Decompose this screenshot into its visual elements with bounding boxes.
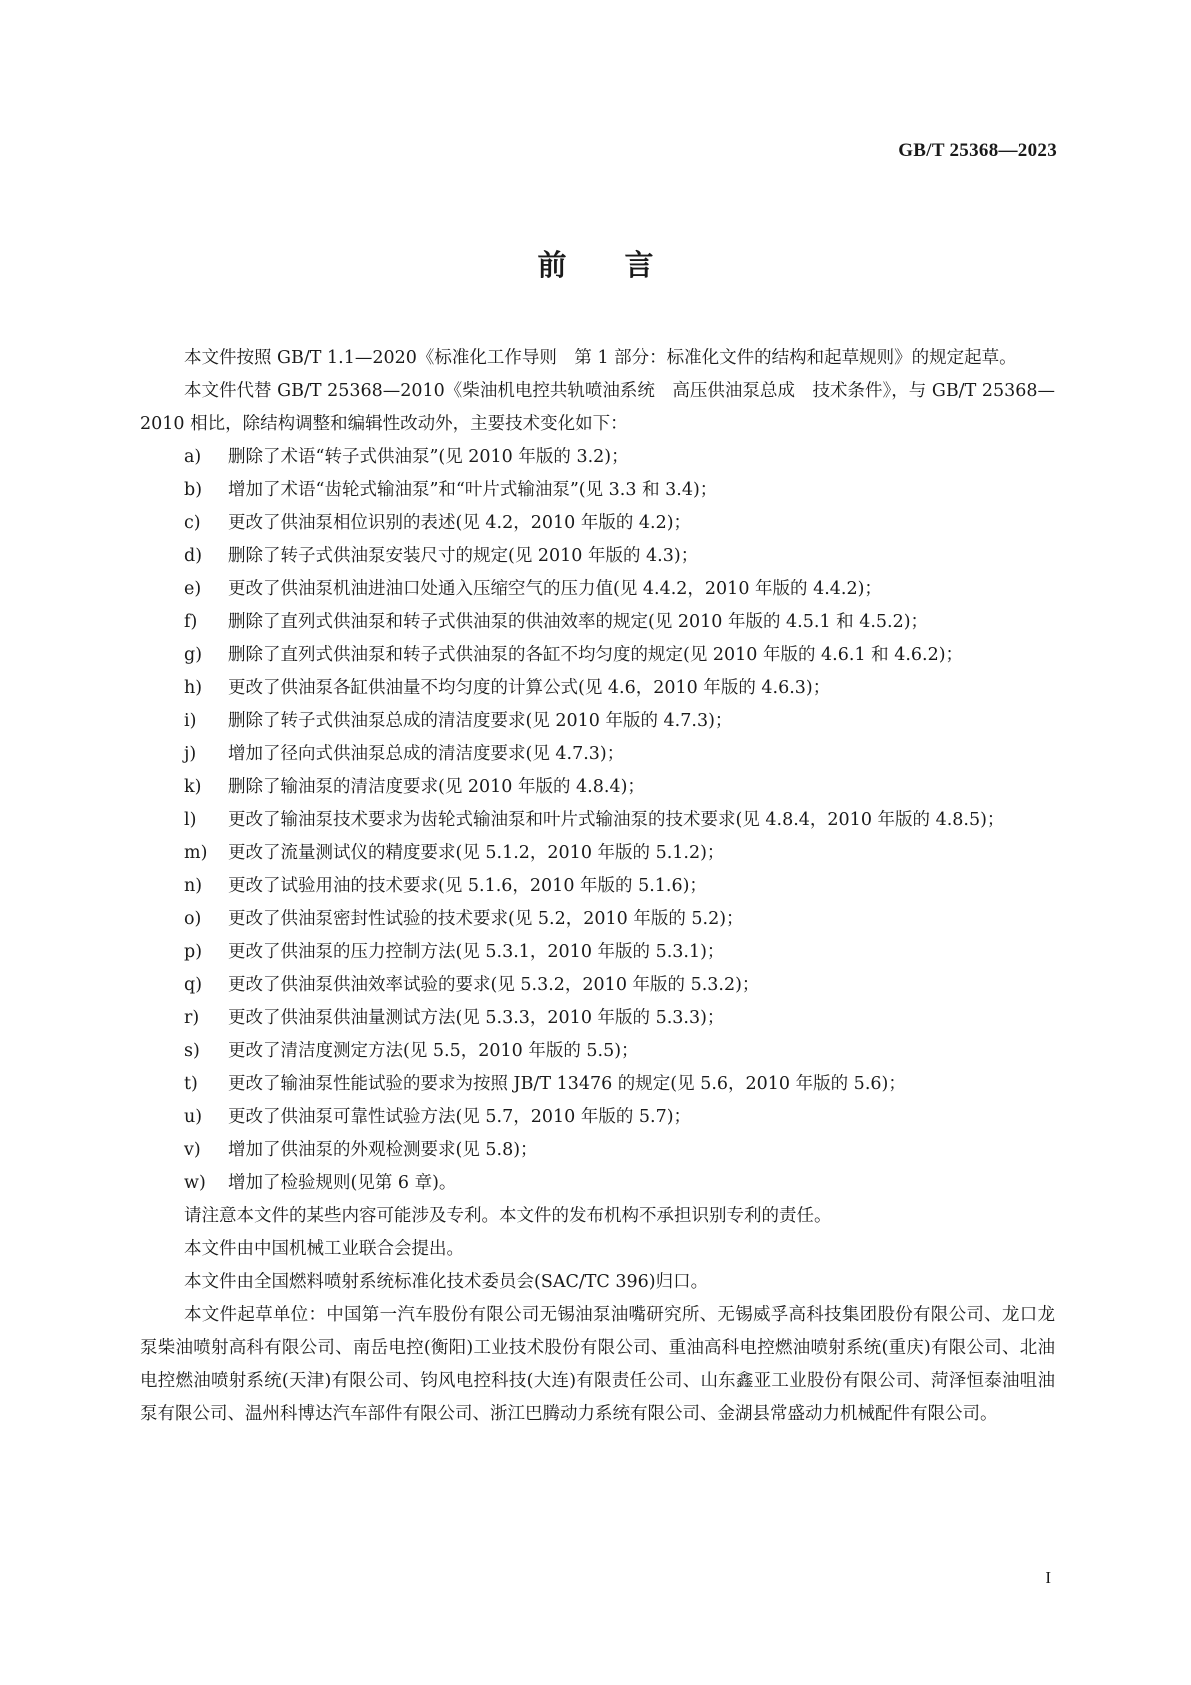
list-item-text: 增加了供油泵的外观检测要求(见 5.8)； (228, 1140, 538, 1160)
paragraph-patent-notice: 请注意本文件的某些内容可能涉及专利。本文件的发布机构不承担识别专利的责任。 (184, 1206, 832, 1226)
list-item (140, 474, 1055, 507)
list-item (140, 1068, 1055, 1101)
list-marker: w) (184, 1173, 206, 1193)
list-item-text: 更改了输油泵性能试验的要求为按照 JB/T 13476 的规定(见 5.6，2010 年版的 5.6)； (228, 1074, 906, 1094)
list-item-text: 删除了术语“转子式供油泵”(见 2010 年版的 3.2)； (228, 447, 629, 467)
list-item (140, 639, 1055, 672)
list-item-text: 删除了转子式供油泵安装尺寸的规定(见 2010 年版的 4.3)； (228, 546, 699, 566)
list-item (140, 804, 1055, 837)
list-item-text: 更改了清洁度测定方法(见 5.5，2010 年版的 5.5)； (228, 1041, 639, 1061)
list-item (140, 936, 1055, 969)
list-item-text: 增加了术语“齿轮式输油泵”和“叶片式输油泵”(见 3.3 和 3.4)； (228, 480, 718, 500)
list-marker: i) (184, 711, 197, 731)
list-item (140, 540, 1055, 573)
list-item (140, 441, 1055, 474)
list-marker: k) (184, 777, 202, 797)
list-item-text: 更改了供油泵的压力控制方法(见 5.3.1，2010 年版的 5.3.1)； (228, 942, 725, 962)
list-marker: t) (184, 1074, 198, 1094)
list-marker: f) (184, 612, 198, 632)
paragraph-proposer: 本文件由中国机械工业联合会提出。 (184, 1239, 464, 1259)
paragraph-drafting-units: 本文件起草单位：中国第一汽车股份有限公司无锡油泵油嘴研究所、无锡威孚高科技集团股份有限公司、龙口龙泵柴油喷射高科有限公司、南岳电控(衡阳)工业技术股份有限公司、重油高科电控燃油喷射系统(重庆)有限公司、北油电控燃油喷射系统(天津)有限公司、钧风电控科技(大连)有限责任公司、山东鑫亚工业股份有限公司、菏泽恒泰油咀油泵有限公司、温州科博达汽车部件有限公司、浙江巴腾动力系统有限公司、金湖县常盛动力机械配件有限公司。 (140, 1305, 1055, 1424)
standard-number: GB/T 25368—2023 (898, 140, 1057, 161)
list-marker: u) (184, 1107, 203, 1127)
document-body (140, 342, 1055, 1431)
list-item (140, 771, 1055, 804)
list-item (140, 1002, 1055, 1035)
list-item-text: 更改了供油泵可靠性试验方法(见 5.7，2010 年版的 5.7)； (228, 1107, 692, 1127)
list-marker: p) (184, 942, 203, 962)
list-item (140, 1035, 1055, 1068)
list-item (140, 705, 1055, 738)
list-item-text: 更改了流量测试仪的精度要求(见 5.1.2，2010 年版的 5.1.2)； (228, 843, 725, 863)
changes-list (140, 441, 1055, 1200)
list-item-text: 删除了转子式供油泵总成的清洁度要求(见 2010 年版的 4.7.3)； (228, 711, 733, 731)
list-item (140, 837, 1055, 870)
page-title: 前言 (537, 248, 712, 282)
list-marker: o) (184, 909, 202, 929)
list-marker: l) (184, 810, 197, 830)
list-marker: n) (184, 876, 203, 896)
list-item (140, 1167, 1055, 1200)
list-item-text: 更改了供油泵机油进油口处通入压缩空气的压力值(见 4.4.2，2010 年版的 4.4.2)； (228, 579, 882, 599)
paragraph-technical-committee: 本文件由全国燃料喷射系统标准化技术委员会(SAC/TC 396)归口。 (184, 1272, 709, 1292)
list-marker: e) (184, 579, 202, 599)
list-item (140, 507, 1055, 540)
list-item-text: 更改了供油泵各缸供油量不均匀度的计算公式(见 4.6，2010 年版的 4.6.3)； (228, 678, 831, 698)
list-marker: h) (184, 678, 203, 698)
list-item-text: 更改了供油泵相位识别的表述(见 4.2，2010 年版的 4.2)； (228, 513, 692, 533)
list-item (140, 672, 1055, 705)
list-item-text: 更改了试验用油的技术要求(见 5.1.6，2010 年版的 5.1.6)； (228, 876, 707, 896)
list-item (140, 738, 1055, 771)
paragraph-replacement-notice: 本文件代替 GB/T 25368—2010《柴油机电控共轨喷油系统 高压供油泵总成 技术条件》，与 GB/T 25368—2010 相比，除结构调整和编辑性改动外，主要技术变化如下： (140, 381, 1055, 434)
list-marker: c) (184, 513, 201, 533)
list-marker: d) (184, 546, 203, 566)
list-item (140, 1101, 1055, 1134)
list-marker: a) (184, 447, 202, 467)
list-item (140, 903, 1055, 936)
list-marker: g) (184, 645, 203, 665)
list-marker: m) (184, 843, 208, 863)
page-number: I (1045, 1568, 1051, 1587)
list-item-text: 删除了直列式供油泵和转子式供油泵的各缸不均匀度的规定(见 2010 年版的 4.6.1 和 4.6.2)； (228, 645, 964, 665)
list-item (140, 870, 1055, 903)
list-item-text: 删除了直列式供油泵和转子式供油泵的供油效率的规定(见 2010 年版的 4.5.1 和 4.5.2)； (228, 612, 929, 632)
list-item-text: 更改了供油泵供油效率试验的要求(见 5.3.2，2010 年版的 5.3.2)； (228, 975, 760, 995)
list-item (140, 1134, 1055, 1167)
list-marker: s) (184, 1041, 200, 1061)
paragraph-drafting-basis: 本文件按照 GB/T 1.1—2020《标准化工作导则 第 1 部分：标准化文件的结构和起草规则》的规定起草。 (184, 348, 1017, 368)
list-item-text: 增加了检验规则(见第 6 章)。 (228, 1173, 457, 1193)
list-marker: r) (184, 1008, 200, 1028)
list-item-text: 增加了径向式供油泵总成的清洁度要求(见 4.7.3)； (228, 744, 625, 764)
list-item-text: 更改了供油泵密封性试验的技术要求(见 5.2，2010 年版的 5.2)； (228, 909, 744, 929)
list-item-text: 更改了输油泵技术要求为齿轮式输油泵和叶片式输油泵的技术要求(见 4.8.4，2010 年版的 4.8.5)； (228, 810, 1005, 830)
list-marker: q) (184, 975, 203, 995)
list-item-text: 删除了输油泵的清洁度要求(见 2010 年版的 4.8.4)； (228, 777, 645, 797)
list-marker: b) (184, 480, 203, 500)
list-marker: v) (184, 1140, 201, 1160)
list-item (140, 573, 1055, 606)
list-item (140, 606, 1055, 639)
list-item (140, 969, 1055, 1002)
list-marker: j) (184, 744, 197, 764)
list-item-text: 更改了供油泵供油量测试方法(见 5.3.3，2010 年版的 5.3.3)； (228, 1008, 725, 1028)
